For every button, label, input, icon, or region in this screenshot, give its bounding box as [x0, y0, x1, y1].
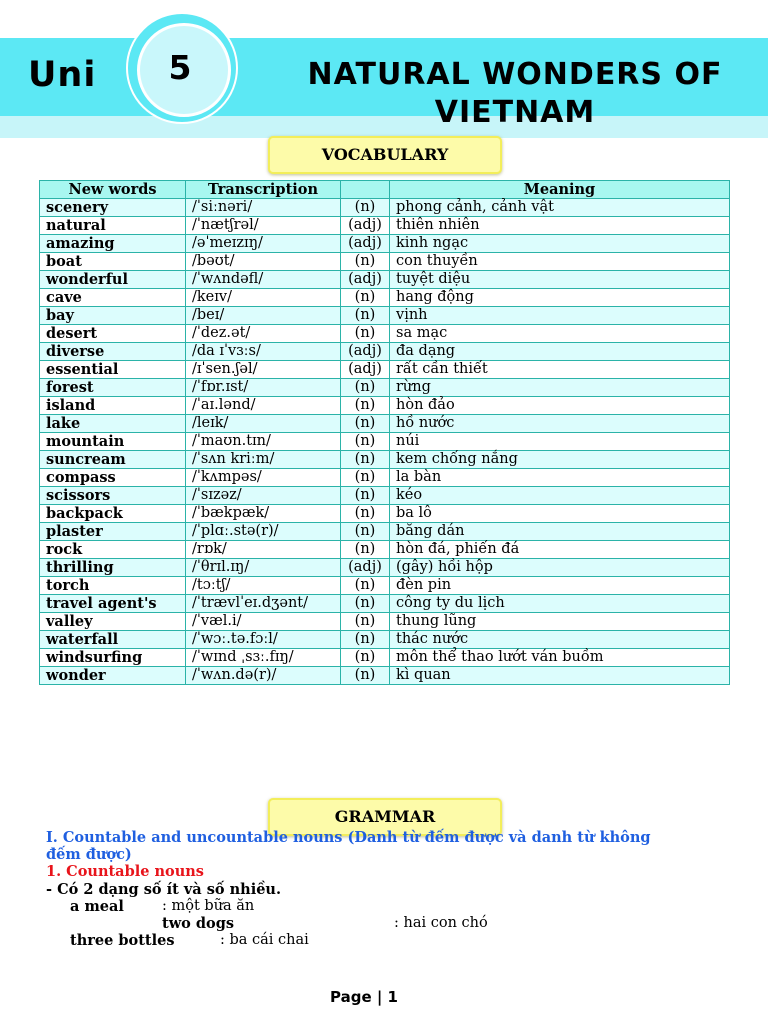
cell-meaning: (gây) hồi hộp: [390, 559, 730, 577]
cell-word-type: (adj): [341, 559, 390, 577]
unit-title: NATURAL WONDERS OF VIETNAM: [307, 57, 723, 130]
cell-word: valley: [40, 613, 186, 631]
page-number: Page | 1: [330, 988, 398, 1006]
cell-word: island: [40, 397, 186, 415]
cell-transcription: /keɪv/: [186, 289, 341, 307]
cell-transcription: /ˈaɪ.lənd/: [186, 397, 341, 415]
cell-word-type: (n): [341, 325, 390, 343]
cell-meaning: đèn pin: [390, 577, 730, 595]
cell-transcription: /ˈθrɪl.ɪŋ/: [186, 559, 341, 577]
cell-word-type: (adj): [341, 361, 390, 379]
table-row: [40, 631, 730, 649]
cell-transcription: /beɪ/: [186, 307, 341, 325]
cell-meaning: hồ nước: [390, 415, 730, 433]
cell-word: compass: [40, 469, 186, 487]
cell-meaning: thung lũng: [390, 613, 730, 631]
cell-word: diverse: [40, 343, 186, 361]
cell-word: suncream: [40, 451, 186, 469]
cell-word: cave: [40, 289, 186, 307]
table-row: [40, 541, 730, 559]
table-row: [40, 613, 730, 631]
cell-word-type: (n): [341, 649, 390, 667]
cell-word-type: (adj): [341, 271, 390, 289]
cell-word: natural: [40, 217, 186, 235]
cell-transcription: /ˈdez.ət/: [186, 325, 341, 343]
cell-word: scissors: [40, 487, 186, 505]
table-row: [40, 595, 730, 613]
cell-meaning: băng dán: [390, 523, 730, 541]
cell-transcription: /ˈbækpæk/: [186, 505, 341, 523]
cell-word-type: (n): [341, 631, 390, 649]
example-2-vietnamese: : hai con chó: [394, 915, 488, 931]
cell-transcription: /ˈsiːnəri/: [186, 199, 341, 217]
cell-word-type: (n): [341, 397, 390, 415]
table-row: [40, 235, 730, 253]
cell-meaning: vịnh: [390, 307, 730, 325]
cell-word-type: (n): [341, 487, 390, 505]
grammar-heading: GRAMMAR: [268, 798, 502, 836]
cell-word-type: (n): [341, 577, 390, 595]
cell-word: amazing: [40, 235, 186, 253]
table-row: [40, 199, 730, 217]
example-1-vietnamese: : một bữa ăn: [162, 898, 255, 914]
cell-meaning: thiên nhiên: [390, 217, 730, 235]
cell-word-type: (n): [341, 469, 390, 487]
cell-meaning: rất cần thiết: [390, 361, 730, 379]
cell-word: wonderful: [40, 271, 186, 289]
cell-word: travel agent's: [40, 595, 186, 613]
cell-meaning: đa dạng: [390, 343, 730, 361]
cell-transcription: /tɔːtʃ/: [186, 577, 341, 595]
cell-meaning: la bàn: [390, 469, 730, 487]
cell-word: essential: [40, 361, 186, 379]
cell-word: waterfall: [40, 631, 186, 649]
table-row: [40, 217, 730, 235]
grammar-section-title-line1: I. Countable and uncountable nouns (Danh từ đếm được và danh từ không: [46, 829, 651, 846]
cell-transcription: /ˈkʌmpəs/: [186, 469, 341, 487]
cell-meaning: kì quan: [390, 667, 730, 685]
cell-transcription: /ˈnætʃrəl/: [186, 217, 341, 235]
cell-word-type: (n): [341, 667, 390, 685]
table-row: [40, 649, 730, 667]
cell-transcription: /da ɪˈvɜːs/: [186, 343, 341, 361]
example-3-vietnamese: : ba cái chai: [220, 932, 309, 948]
cell-transcription: /ˈsʌn kriːm/: [186, 451, 341, 469]
cell-transcription: /əˈmeɪzɪŋ/: [186, 235, 341, 253]
cell-transcription: /ˈvæl.i/: [186, 613, 341, 631]
cell-word: rock: [40, 541, 186, 559]
column-header-new-words: New words: [40, 181, 186, 199]
table-row: [40, 577, 730, 595]
cell-meaning: hòn đảo: [390, 397, 730, 415]
table-row: [40, 379, 730, 397]
unit-title-container: [280, 56, 750, 130]
table-row: [40, 397, 730, 415]
cell-word-type: (n): [341, 505, 390, 523]
cell-transcription: /rɒk/: [186, 541, 341, 559]
cell-word: backpack: [40, 505, 186, 523]
cell-meaning: phong cảnh, cảnh vật: [390, 199, 730, 217]
example-2-english: two dogs: [162, 915, 235, 932]
vocabulary-heading: VOCABULARY: [268, 136, 502, 174]
cell-word: boat: [40, 253, 186, 271]
cell-word: desert: [40, 325, 186, 343]
cell-meaning: kinh ngạc: [390, 235, 730, 253]
vocabulary-table: [39, 180, 730, 685]
table-header-row: [40, 181, 730, 199]
cell-transcription: /ˈfɒr.ɪst/: [186, 379, 341, 397]
cell-transcription: /ˈsɪzəz/: [186, 487, 341, 505]
cell-transcription: /ˈtrævlˈeɪ.dʒənt/: [186, 595, 341, 613]
column-header-meaning: Meaning: [390, 181, 730, 199]
cell-meaning: núi: [390, 433, 730, 451]
table-row: [40, 559, 730, 577]
unit-number: 5: [168, 48, 192, 87]
cell-word: torch: [40, 577, 186, 595]
cell-meaning: thác nước: [390, 631, 730, 649]
cell-transcription: /bəʊt/: [186, 253, 341, 271]
column-header-word-type: [341, 181, 390, 199]
cell-word-type: (n): [341, 595, 390, 613]
table-row: [40, 343, 730, 361]
table-row: [40, 523, 730, 541]
unit-label: Uni: [28, 55, 97, 95]
table-row: [40, 451, 730, 469]
cell-transcription: /ɪˈsen.ʃəl/: [186, 361, 341, 379]
grammar-subsection-title: 1. Countable nouns: [46, 863, 204, 880]
cell-word-type: (n): [341, 307, 390, 325]
cell-word: thrilling: [40, 559, 186, 577]
cell-meaning: kéo: [390, 487, 730, 505]
cell-word-type: (n): [341, 379, 390, 397]
cell-meaning: sa mạc: [390, 325, 730, 343]
table-row: [40, 433, 730, 451]
cell-word-type: (n): [341, 415, 390, 433]
table-row: [40, 253, 730, 271]
cell-word-type: (n): [341, 451, 390, 469]
cell-transcription: /ˈwʌn.də(r)/: [186, 667, 341, 685]
vocabulary-table-body: [40, 199, 730, 685]
cell-meaning: hang động: [390, 289, 730, 307]
cell-word: forest: [40, 379, 186, 397]
cell-word-type: (n): [341, 523, 390, 541]
cell-word: plaster: [40, 523, 186, 541]
cell-word-type: (n): [341, 433, 390, 451]
cell-word: windsurfing: [40, 649, 186, 667]
cell-word: bay: [40, 307, 186, 325]
table-row: [40, 487, 730, 505]
cell-word-type: (n): [341, 541, 390, 559]
cell-meaning: hòn đá, phiến đá: [390, 541, 730, 559]
cell-word: wonder: [40, 667, 186, 685]
page-footer: [0, 988, 768, 1006]
cell-word-type: (adj): [341, 235, 390, 253]
cell-word-type: (n): [341, 613, 390, 631]
cell-transcription: /ˈwɔː.tə.fɔːl/: [186, 631, 341, 649]
cell-meaning: rừng: [390, 379, 730, 397]
table-row: [40, 361, 730, 379]
table-row: [40, 289, 730, 307]
cell-transcription: /ˈwɪnd ˌsɜː.fɪŋ/: [186, 649, 341, 667]
cell-word-type: (n): [341, 199, 390, 217]
example-1-english: a meal: [70, 898, 124, 915]
column-header-transcription: Transcription: [186, 181, 341, 199]
cell-word: mountain: [40, 433, 186, 451]
cell-word: lake: [40, 415, 186, 433]
cell-transcription: /ˈplɑː.stə(r)/: [186, 523, 341, 541]
example-3-english: three bottles: [70, 932, 175, 949]
cell-word: scenery: [40, 199, 186, 217]
grammar-section-title-line2: đếm được): [46, 846, 132, 863]
cell-word-type: (adj): [341, 217, 390, 235]
cell-meaning: con thuyền: [390, 253, 730, 271]
table-row: [40, 667, 730, 685]
cell-transcription: /leɪk/: [186, 415, 341, 433]
cell-transcription: /ˈmaʊn.tɪn/: [186, 433, 341, 451]
cell-word-type: (n): [341, 289, 390, 307]
table-row: [40, 415, 730, 433]
cell-transcription: /ˈwʌndəfl/: [186, 271, 341, 289]
cell-meaning: tuyệt diệu: [390, 271, 730, 289]
table-row: [40, 325, 730, 343]
cell-word-type: (adj): [341, 343, 390, 361]
cell-meaning: ba lô: [390, 505, 730, 523]
cell-meaning: kem chống nắng: [390, 451, 730, 469]
cell-meaning: môn thể thao lướt ván buồm: [390, 649, 730, 667]
table-row: [40, 307, 730, 325]
grammar-rule: - Có 2 dạng số ít và số nhiều.: [46, 881, 282, 898]
table-row: [40, 505, 730, 523]
table-row: [40, 271, 730, 289]
cell-meaning: công ty du lịch: [390, 595, 730, 613]
table-row: [40, 469, 730, 487]
cell-word-type: (n): [341, 253, 390, 271]
